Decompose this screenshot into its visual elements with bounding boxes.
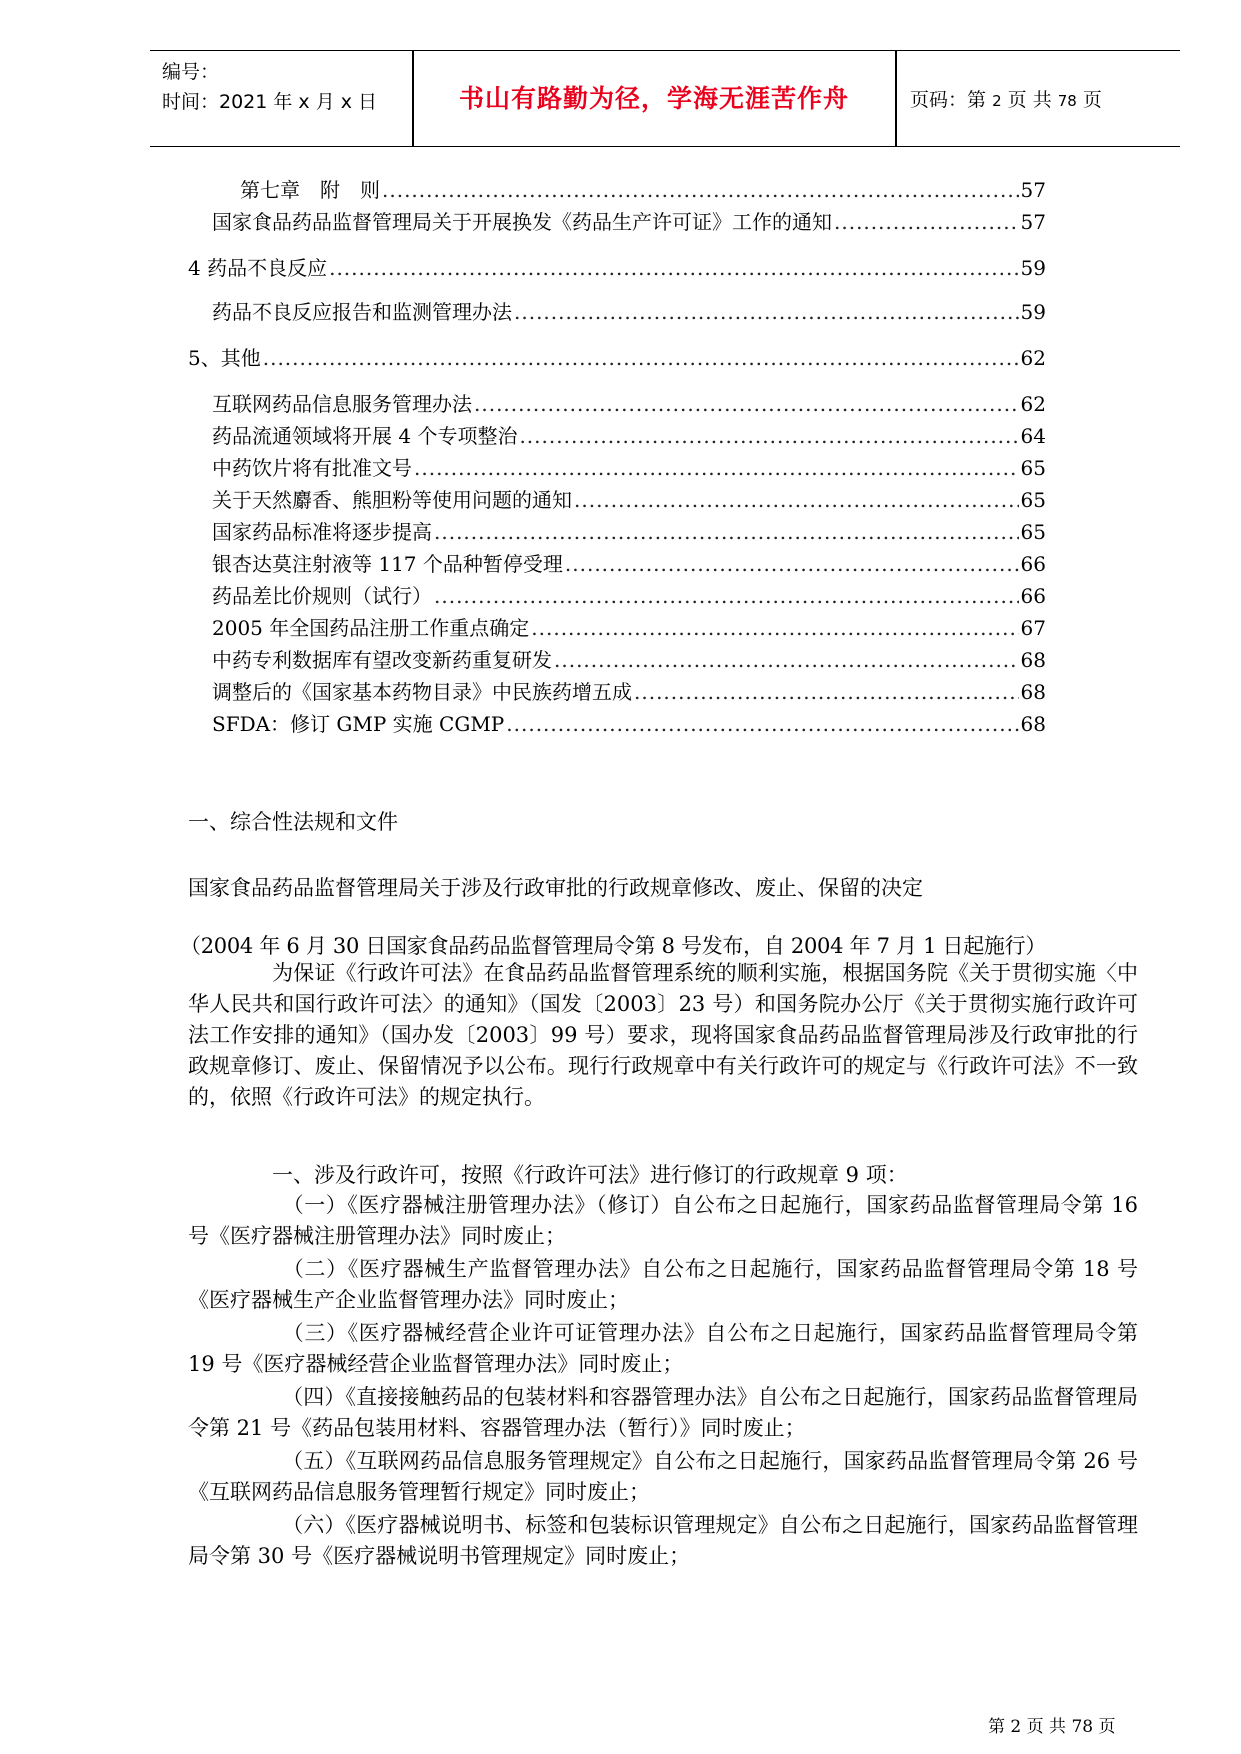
page-header — [150, 50, 1180, 147]
toc-entry-title: 调整后的《国家基本药物目录》中民族药增五成 — [212, 680, 632, 704]
toc-entry-title: 2005 年全国药品注册工作重点确定 — [212, 616, 530, 640]
toc-entry-page: 65 — [1020, 520, 1046, 544]
regulation-item-text: （三）《医疗器械经营企业许可证管理办法》自公布之日起施行，国家药品监督管理局令第 19 号《医疗器械经营企业监督管理办法》同时废止； — [188, 1321, 1138, 1376]
toc-entry[interactable] — [212, 708, 1046, 736]
toc-leader — [414, 456, 1019, 480]
toc-entry[interactable] — [212, 612, 1046, 640]
toc-entry[interactable] — [212, 580, 1046, 608]
toc-entry-title: 国家食品药品监督管理局关于开展换发《药品生产许可证》工作的通知 — [212, 210, 832, 234]
regulation-item — [188, 1382, 1138, 1444]
regulation-item-text: （五）《互联网药品信息服务管理规定》自公布之日起施行，国家药品监督管理局令第 26 号《互联网药品信息服务管理暂行规定》同时废止； — [188, 1449, 1138, 1504]
footer-page-total: 78 — [1071, 1717, 1094, 1737]
toc-entry-title: 第七章 附 则 — [240, 178, 380, 202]
footer-page-current: 2 — [1010, 1717, 1022, 1737]
header-page-current: 2 — [992, 92, 1002, 110]
toc-leader — [382, 178, 1019, 202]
header-page-suffix: 页 — [1082, 89, 1102, 111]
toc-entry-page: 65 — [1020, 488, 1046, 512]
header-meta — [162, 57, 377, 117]
toc-entry-title: 国家药品标准将逐步提高 — [212, 520, 432, 544]
header-page-indicator — [910, 85, 1102, 112]
toc-entry[interactable] — [212, 388, 1046, 416]
toc-entry-title: 关于天然麝香、熊胆粉等使用问题的通知 — [212, 488, 572, 512]
page-footer — [988, 1712, 1116, 1737]
toc-leader — [474, 392, 1019, 416]
header-divider — [895, 51, 897, 146]
toc-entry-page: 67 — [1020, 616, 1046, 640]
issued-note: （2004 年 6 月 30 日国家食品药品监督管理局令第 8 号发布，自 2004 年 7 月 1 日起施行） — [180, 934, 1047, 958]
toc-entry-title: 中药饮片将有批准文号 — [212, 456, 412, 480]
toc-entry-page: 57 — [1020, 210, 1046, 234]
header-page-prefix: 页码：第 — [910, 89, 987, 111]
toc-entry-page: 68 — [1020, 648, 1046, 672]
toc-entry[interactable] — [188, 252, 1046, 280]
footer-prefix: 第 — [988, 1717, 1005, 1737]
toc-entry[interactable] — [212, 452, 1046, 480]
regulation-item-text: （二）《医疗器械生产监督管理办法》自公布之日起施行，国家药品监督管理局令第 18 号《医疗器械生产企业监督管理办法》同时废止； — [188, 1257, 1138, 1312]
toc-entry-page: 64 — [1020, 424, 1046, 448]
toc-entry[interactable] — [212, 644, 1046, 672]
intro-paragraph — [188, 958, 1138, 1113]
regulation-item — [188, 1190, 1138, 1252]
toc-entry-page: 62 — [1020, 346, 1046, 370]
toc-leader — [554, 648, 1019, 672]
toc-leader — [565, 552, 1019, 576]
toc-entry-page: 68 — [1020, 680, 1046, 704]
footer-mid: 页 共 — [1026, 1717, 1067, 1737]
regulation-item-text: （六）《医疗器械说明书、标签和包装标识管理规定》自公布之日起施行，国家药品监督管理局令第 30 号《医疗器械说明书管理规定》同时废止； — [188, 1513, 1138, 1568]
toc-entry-title: 5、其他 — [188, 346, 261, 370]
regulation-item — [188, 1318, 1138, 1380]
footer-suffix: 页 — [1098, 1717, 1116, 1737]
toc-entry[interactable] — [212, 484, 1046, 512]
toc-leader — [434, 584, 1019, 608]
item-heading-text: 一、涉及行政许可，按照《行政许可法》进行修订的行政规章 9 项： — [272, 1163, 908, 1187]
toc-entry-page: 65 — [1020, 456, 1046, 480]
toc-entry[interactable] — [212, 548, 1046, 576]
toc-entry-title: SFDA：修订 GMP 实施 CGMP — [212, 712, 505, 736]
toc-leader — [531, 616, 1018, 640]
toc-leader — [514, 300, 1019, 324]
toc-entry[interactable] — [212, 516, 1046, 544]
header-time-label: 时间：2021 年 x 月 x 日 — [162, 91, 378, 113]
toc-entry[interactable] — [212, 296, 1046, 324]
regulation-item — [188, 1254, 1138, 1316]
toc-entry-page: 68 — [1020, 712, 1046, 736]
toc-leader — [574, 488, 1019, 512]
toc-entry[interactable] — [212, 206, 1046, 234]
toc-entry-title: 4 药品不良反应 — [188, 256, 328, 280]
toc-leader — [506, 712, 1018, 736]
toc-entry-title: 药品流通领域将开展 4 个专项整治 — [212, 424, 518, 448]
toc-leader — [263, 346, 1019, 370]
toc-entry-page: 66 — [1020, 552, 1046, 576]
toc-leader — [834, 210, 1019, 234]
toc-entry[interactable] — [212, 420, 1046, 448]
regulation-item — [188, 1510, 1138, 1572]
toc-entry[interactable] — [212, 676, 1046, 704]
toc-entry-title: 药品不良反应报告和监测管理办法 — [212, 300, 512, 324]
toc-entry-title: 中药专利数据库有望改变新药重复研发 — [212, 648, 552, 672]
toc-leader — [434, 520, 1019, 544]
header-page-total: 78 — [1057, 92, 1077, 110]
toc-entry-title: 药品差比价规则（试行） — [212, 584, 432, 608]
regulation-item — [188, 1446, 1138, 1508]
intro-text: 为保证《行政许可法》在食品药品监督管理系统的顺利实施，根据国务院《关于贯彻实施〈中华人民共和国行政许可法〉的通知》（国发〔2003〕23 号）和国务院办公厅《关于贯彻实施行政许可法工作安排的通知》（国办发〔2003〕99 号）要求，现将国家食品药品监督管理局涉及行政审批的行政规章修订、废止、保留情况予以公布。现行行政规章中有关行政许可的规定与《行政许可法》不一致的，依照《行政许可法》的规定执行。 — [188, 961, 1138, 1109]
toc-entry-page: 59 — [1020, 256, 1046, 280]
toc-entry-page: 57 — [1020, 178, 1046, 202]
toc-entry-title: 银杏达莫注射液等 117 个品种暂停受理 — [212, 552, 563, 576]
toc-leader — [329, 256, 1018, 280]
toc-entry[interactable] — [240, 174, 1046, 202]
header-page-mid: 页 共 — [1007, 89, 1052, 111]
toc-leader — [634, 680, 1019, 704]
toc-entry-page: 62 — [1020, 392, 1046, 416]
section-heading: 一、综合性法规和文件 — [188, 810, 398, 834]
regulation-item-text: （一）《医疗器械注册管理办法》（修订）自公布之日起施行，国家药品监督管理局令第 16 号《医疗器械注册管理办法》同时废止； — [188, 1193, 1138, 1248]
item-heading — [188, 1160, 1138, 1191]
toc-entry-title: 互联网药品信息服务管理办法 — [212, 392, 472, 416]
toc-leader — [519, 424, 1018, 448]
toc-entry-page: 66 — [1020, 584, 1046, 608]
toc-entry[interactable] — [188, 342, 1046, 370]
header-motto: 书山有路勤为径，学海无涯苦作舟 — [458, 84, 849, 113]
toc-entry-page: 59 — [1020, 300, 1046, 324]
document-title: 国家食品药品监督管理局关于涉及行政审批的行政规章修改、废止、保留的决定 — [188, 876, 923, 900]
regulation-item-text: （四）《直接接触药品的包装材料和容器管理办法》自公布之日起施行，国家药品监督管理局令第 21 号《药品包装用材料、容器管理办法（暂行）》同时废止； — [188, 1385, 1138, 1440]
header-number-label: 编号： — [162, 61, 220, 83]
